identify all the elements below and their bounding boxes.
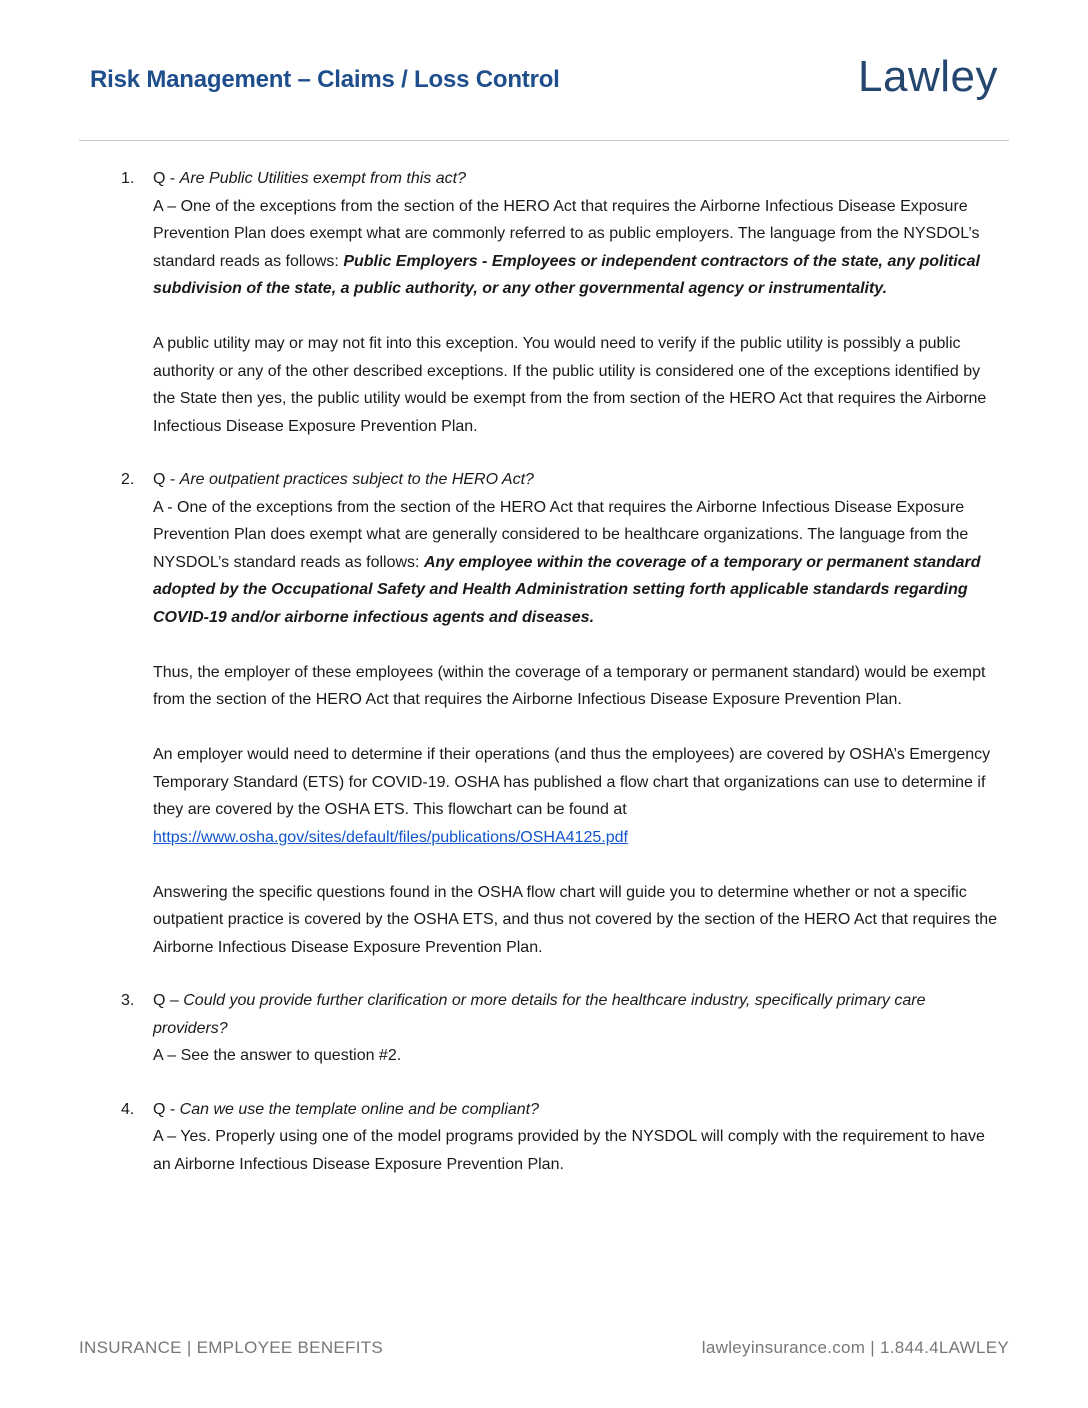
question [153,165,1003,193]
answer-paragraph: Thus, the employer of these employees (within the coverage of a temporary or permanent standard) would be exempt from the section of the HERO Act that requires the Airborne Infectious Disease Exposure Prevention Plan. [153,663,986,708]
qa-item-1 [79,165,1009,440]
qa-item-2 [79,466,1009,961]
answer-text: An employer would need to determine if their operations (and thus the employees) are covered by OSHA’s Emergency Temporary Standard (ETS) for COVID-19. OSHA has published a flow chart that organizations can use to determine if they are covered by the OSHA ETS. This flowchart can be found at [153,746,991,818]
page-title: Risk Management – Claims / Loss Control [90,66,560,93]
osha-flowchart-link[interactable]: https://www.osha.gov/sites/default/files/publications/OSHA4125.pdf [153,828,628,846]
answer-paragraph [153,494,1003,632]
question-text: Are Public Utilities exempt from this act? [179,170,466,187]
footer-contact: lawleyinsurance.com | 1.844.4LAWLEY [701,1338,1009,1357]
answer-paragraph [153,193,1003,303]
question-prefix: Q - [153,1100,180,1118]
qa-list [79,165,1009,1204]
footer-tagline: INSURANCE | EMPLOYEE BENEFITS [79,1338,384,1357]
question [153,1096,1003,1124]
question-text: Could you provide further clarification or more details for the healthcare industry, specifically primary care providers? [153,992,926,1037]
question [153,466,1003,494]
answer-quote: Any employee within the coverage of a temporary or permanent standard adopted by the Occupational Safety and Health Administration setting forth applicable standards regarding COVID-19 and/or airborne infectious agents and diseases. [153,553,981,626]
qa-number: 2. [121,471,135,488]
qa-number: 1. [121,170,135,187]
question-prefix: Q - [153,471,180,488]
question-text: Can we use the template online and be compliant? [179,1100,540,1118]
qa-number: 3. [121,992,135,1009]
question-prefix: Q – [153,992,184,1009]
qa-item-4 [79,1096,1009,1179]
header-divider [79,140,1009,141]
qa-number: 4. [121,1100,135,1118]
qa-item-3 [79,987,1009,1070]
answer-quote: Public Employers - Employees or independent contractors of the state, any political subdivision of the state, a public authority, or any other governmental agency or instrumentality. [153,252,980,297]
answer-text: A - One of the exceptions from the section of the HERO Act that requires the Airborne Infectious Disease Exposure Prevention Plan does exempt what are generally considered to be healthcare organizations. The language from the NYSDOL’s standard reads as follows: [153,498,969,571]
answer-text: A – One of the exceptions from the section of the HERO Act that requires the Airborne Infectious Disease Exposure Prevention Plan does exempt what are commonly referred to as public employers. The language from the NYSDOL’s standard reads as follows: [153,197,980,270]
answer-paragraph: A – Yes. Properly using one of the model programs provided by the NYSDOL will comply with the requirement to have an Airborne Infectious Disease Exposure Prevention Plan. [153,1128,985,1173]
answer-paragraph [153,741,1003,851]
answer-paragraph: A public utility may or may not fit into this exception. You would need to verify if the public utility is possibly a public authority or any of the other described exceptions. If the public utility is considered one of the exceptions identified by the State then yes, the public utility would be exempt from the from section of the HERO Act that requires the Airborne Infectious Disease Exposure Prevention Plan. [153,335,987,435]
question-text: Are outpatient practices subject to the HERO Act? [179,471,534,488]
question-prefix: Q - [153,170,180,187]
question [153,987,1003,1042]
answer-paragraph: A – See the answer to question #2. [153,1047,402,1064]
lawley-logo: Lawley [858,52,998,101]
answer-paragraph: Answering the specific questions found in the OSHA flow chart will guide you to determine whether or not a specific outpatient practice is covered by the OSHA ETS, and thus not covered by the section of the HERO Act that requires the Airborne Infectious Disease Exposure Prevention Plan. [153,883,998,956]
